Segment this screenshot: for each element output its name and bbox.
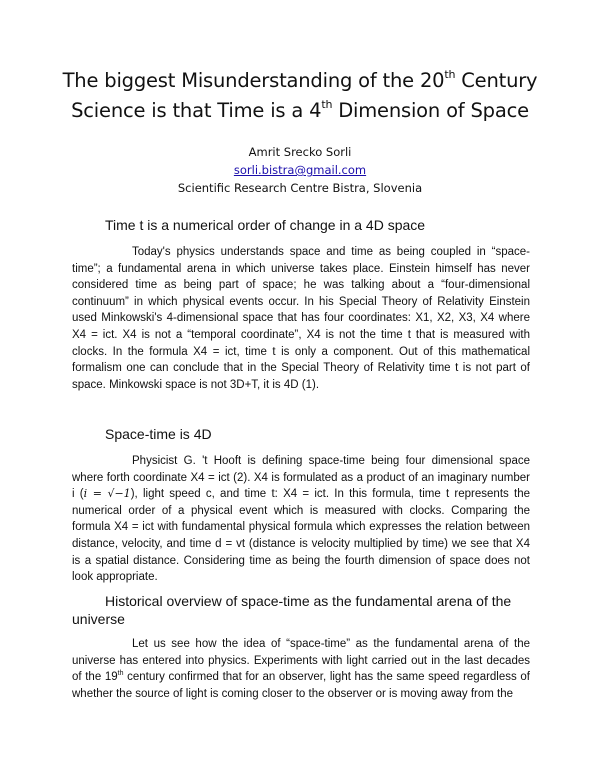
section-paragraph-1: Today's physics understands space and time as being coupled in “space-time”; a fundamental arena in which universe takes place. Einstein himself has never considered time as being part of space; he was talking about a “four-dimensional continuum” in which physical events occur. In his Special Theory of Relativity Einstein used Minkowski's 4-dimensional space that has four coordinates: X1, X2, X3, X4 where X4 = ict. X4 is not a “temporal coordinate”, X4 is not the time t that is measured with clocks. In the formula X4 = ict, time t is only a component. Out of this mathematical formalism one can conclude that in the Special Theory of Relativity time t is not part of space. Minkowski space is not 3D+T, it is 4D (1). bbox=[72, 246, 530, 391]
section-heading-3: Historical overview of space-time as the fundamental arena of the universe bbox=[72, 593, 512, 627]
section-heading-1: Time t is a numerical order of change in a 4D space bbox=[105, 217, 426, 233]
section-paragraph-3: Let us see how the idea of “space-time” as the fundamental arena of the universe has entered into physics. Experiments with light carried out in the last decades of the 19th century confirmed that for an observer, light has the same speed regardless of whether the source of light is coming closer to the observer or is moving away from the bbox=[72, 638, 530, 700]
author-affiliation: Scientific Research Centre Bistra, Slovenia bbox=[177, 181, 423, 195]
author-name: Amrit Srecko Sorli bbox=[248, 145, 352, 159]
section-paragraph-2: Physicist G. 't Hooft is defining space-time being four dimensional space where forth coordinate X4 = ict (2). X4 is formulated as a product of an imaginary number i (i = √−1), light speed c, and time t: X4 = ict. In this formula, time t represents the numerical order of a physical event which is measured with clocks. Comparing the formula X4 = ict with fundamental physical formula which expresses the relation between distance, velocity, and time d = vt (distance is velocity multiplied by time) we see that X4 is a spatial distance. Considering time as being the fourth dimension of space does not look appropriate. bbox=[72, 455, 530, 584]
title-line-2: Science is that Time is a 4th Dimension of Space bbox=[71, 98, 529, 122]
imaginary-unit-formula: i = √−1 bbox=[83, 487, 131, 501]
section-heading-2: Space-time is 4D bbox=[105, 426, 212, 442]
title-line-1: The biggest Misunderstanding of the 20th Century bbox=[62, 68, 538, 92]
paper-title bbox=[40, 66, 560, 126]
author-email-link[interactable]: sorli.bistra@gmail.com bbox=[233, 163, 367, 177]
author-block bbox=[100, 143, 500, 197]
